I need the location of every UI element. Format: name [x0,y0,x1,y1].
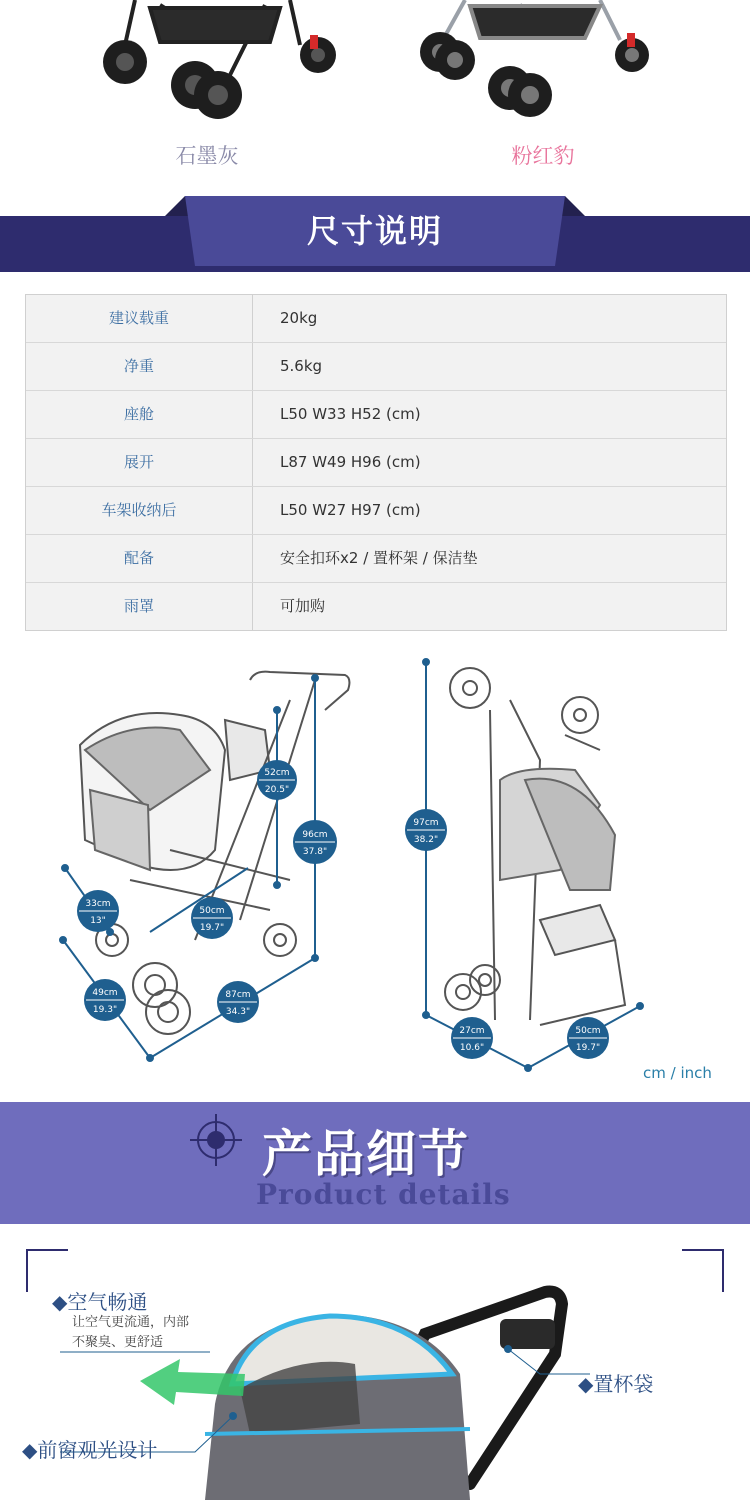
spec-row [26,391,726,439]
dim-total-height-cm: 96cm [302,830,328,840]
wheel-icon [103,35,336,119]
dim-folded-length-inch: 19.7" [575,1043,601,1053]
spec-key: 雨罩 [26,583,253,630]
stroller-outline-right [445,668,625,1025]
size-section-banner [0,196,750,272]
spec-value: L50 W27 H97 (cm) [280,501,421,519]
stroller-wheels-illustration [0,0,750,130]
stroller-dimension-drawing [0,640,750,1100]
spec-key: 座舱 [26,391,253,438]
variant-label-gray[interactable]: 石墨灰 [175,144,239,168]
dim-seat-height-inch: 20.5" [264,785,290,795]
cup-holder-bag [500,1319,555,1349]
spec-value: 可加购 [280,597,326,615]
dim-length-cm: 87cm [225,990,251,1000]
pointer-dot-icon [229,1412,237,1420]
spec-value: L50 W33 H52 (cm) [280,405,421,423]
spec-row [26,343,726,391]
unit-note: cm / inch [643,1064,712,1082]
spec-key: 建议载重 [26,295,253,342]
details-section-title: 产品细节 [262,1125,470,1183]
dim-seat-length-cm: 50cm [199,906,225,916]
corner-bracket-right [682,1250,723,1292]
spec-row [26,295,726,343]
dim-seat-width-inch: 13" [90,916,106,926]
dim-width-inch: 19.3" [92,1005,118,1015]
size-section-title: 尺寸说明 [306,212,443,250]
crosshair-icon [188,1112,244,1168]
spec-value: 20kg [280,309,318,327]
feature-air-desc-line2: 不聚臭、更舒适 [72,1335,164,1350]
color-variants [0,0,750,190]
dim-folded-length-cm: 50cm [575,1026,601,1036]
spec-key: 展开 [26,439,253,486]
detail-feature-area [0,1224,750,1500]
dim-badge [293,820,337,864]
dim-folded-height-inch: 38.2" [413,835,439,845]
spec-value: 5.6kg [280,357,323,375]
variant-label-pink[interactable]: 粉红豹 [511,144,575,168]
dim-folded-width-inch: 10.6" [459,1043,485,1053]
details-section-banner [0,1102,750,1224]
dim-total-height-inch: 37.8" [302,847,328,857]
feature-cup-title: ◆置杯袋 [578,1372,654,1396]
dim-seat-height-cm: 52cm [264,768,290,778]
feature-window-title: ◆前窗观光设计 [22,1438,158,1462]
details-section-subtitle: Product details [256,1178,511,1211]
dim-folded-height-cm: 97cm [413,818,439,828]
dim-length-inch: 34.3" [225,1007,251,1017]
feature-air-title: ◆空气畅通 [52,1290,148,1314]
spec-value: L87 W49 H96 (cm) [280,453,421,471]
spec-row [26,583,726,630]
dim-seat-width-cm: 33cm [85,899,111,909]
dimension-diagram [0,640,750,1100]
spec-key: 车架收纳后 [26,487,253,534]
dim-width-cm: 49cm [92,988,118,998]
dim-folded-width-cm: 27cm [459,1026,485,1036]
spec-key: 净重 [26,343,253,390]
spec-row [26,487,726,535]
spec-row [26,439,726,487]
spec-value: 安全扣环x2 / 置杯架 / 保洁垫 [280,549,478,567]
wheel-icon [420,32,649,117]
spec-key: 配备 [26,535,253,582]
feature-air-desc-line1: 让空气更流通，内部 [72,1315,190,1330]
spec-table [25,294,727,631]
spec-row [26,535,726,583]
dim-seat-length-inch: 19.7" [199,923,225,933]
pointer-dot-icon [504,1345,512,1353]
